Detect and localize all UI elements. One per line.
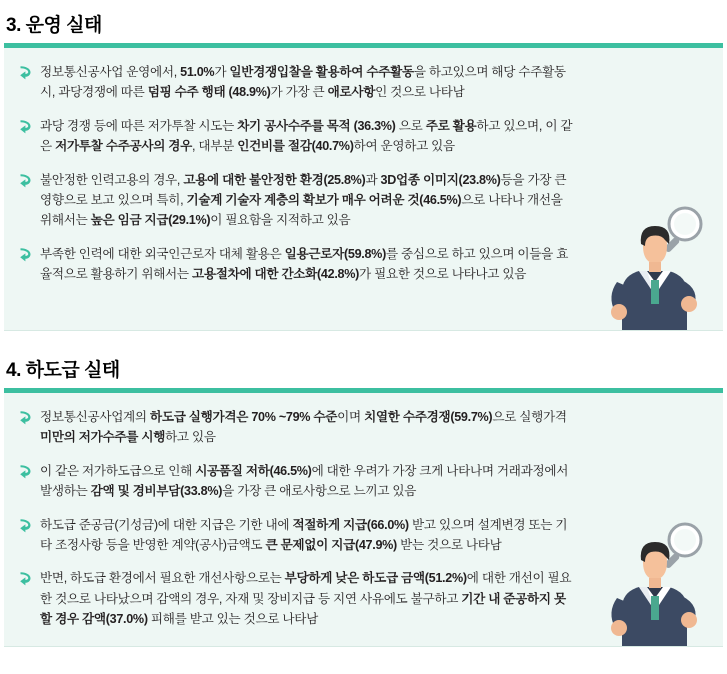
bullet-list-subcontract: [4, 393, 723, 640]
bullet-run: 이 필요함을 지적하고 있음: [210, 213, 351, 228]
bullet-run: 으로: [395, 118, 426, 133]
bullet-emphasis: 높은 임금 지급(29.1%): [90, 213, 211, 228]
section-operations: [0, 4, 727, 331]
bullet-item: [18, 568, 573, 629]
bullet-text: [40, 515, 573, 556]
bullet-emphasis: 일반경쟁입찰을 활용하여 수주활동: [229, 65, 414, 79]
bullet-item: [18, 116, 573, 157]
bullet-emphasis: 애로사항: [327, 85, 376, 100]
section-subcontract: [0, 349, 727, 647]
bullet-run: 받고 있으며 설계변경 또는 기타 조정사항 등을 반영한 계약(공사)금액도: [40, 517, 568, 552]
bullet-emphasis: 주로 활용: [425, 118, 477, 133]
bullet-item: [18, 515, 573, 556]
bullet-run: 이 같은 저가하도급으로 인해: [40, 463, 196, 478]
bullet-text: [40, 62, 573, 103]
bullet-run: 반면, 하도급 환경에서 필요한 개선사항으로는: [40, 571, 285, 586]
arrow-bullet-icon: [18, 117, 34, 135]
bullet-emphasis: 3D업종 이미지(23.8%): [380, 172, 501, 187]
bullet-run: 하도급 준공금(기성금)에 대한 지급은 기한 내에: [40, 517, 293, 532]
bullet-run: 등을 가장 큰 영향으로 보고 있으며 특히,: [40, 172, 567, 207]
bullet-run: 받는 것으로 나타남: [396, 537, 502, 552]
bullet-emphasis: 부당하게 낮은 하도급 금액(51.2%): [284, 571, 467, 586]
bullet-run: 정보통신공사업 운영에서,: [40, 65, 181, 79]
bullet-run: 을 하고있으며 해당 수주활동 시, 과당경쟁에 따른: [40, 65, 566, 100]
bullet-emphasis: 고용절차에 대한 간소화(42.8%): [191, 267, 360, 282]
bullet-run: 과당 경쟁 등에 따른 저가투찰 시도는: [40, 118, 238, 133]
bullet-emphasis: 저가투찰 수주공사의 경우: [55, 139, 192, 154]
bullet-run: 으로 실행가격: [492, 410, 567, 424]
arrow-bullet-icon: [18, 569, 34, 587]
bullet-text: [40, 170, 573, 231]
bullet-emphasis: 하도급 실행가격은 70% ~79% 수준: [150, 410, 338, 424]
arrow-bullet-icon: [18, 171, 34, 189]
section-gap: [0, 331, 727, 349]
bullet-run: 부족한 인력에 대한 외국인근로자 대체 활용은: [40, 246, 285, 261]
bullet-emphasis: 인건비를 절감(40.7%): [237, 139, 354, 154]
bullet-run: 가 필요한 것으로 나타나고 있음: [359, 267, 527, 282]
bullet-emphasis: 기술계 기술자 계층의 확보가 매우 어려운 것(46.5%): [186, 192, 462, 207]
bullet-run: 이며: [337, 410, 365, 424]
bullet-emphasis: 시공품질 저하(46.5%): [195, 463, 312, 478]
bullet-run: 하고 있으며, 이 같은: [40, 118, 573, 154]
bullet-text: [40, 244, 573, 285]
bullet-run: 정보통신공사업계의: [40, 410, 150, 424]
bullet-run: 에 대한 개선이 필요한 것으로 나타났으며 감액의 경우, 자재 및 장비지급 등 지연 사유에도 불구하고: [40, 571, 572, 606]
bullet-item: [18, 62, 573, 103]
bullet-emphasis: 고용에 대한 불안정한 환경(25.8%): [183, 172, 366, 187]
bullet-emphasis: 치열한 수주경쟁(59.7%): [364, 410, 493, 424]
section-title-operations: 3. 운영 실태: [6, 15, 102, 36]
bullet-list-operations: [4, 48, 723, 295]
arrow-bullet-icon: [18, 516, 34, 534]
bullet-emphasis: 기간 내 준공하지 못할 경우 감액(37.0%): [40, 591, 566, 627]
bullet-emphasis: 차기 공사수주를 목적 (36.3%): [237, 118, 396, 133]
bullet-run: 가: [214, 65, 230, 79]
arrow-bullet-icon: [18, 63, 34, 81]
bullet-run: 인 것으로 나타남: [375, 85, 465, 100]
bullet-text: [40, 407, 573, 448]
bullet-run: 에 대한 우려가 가장 크게 나타나며 거래과정에서 발생하는: [40, 463, 569, 499]
bullet-text: [40, 116, 573, 157]
section-panel-subcontract: [4, 393, 723, 647]
bullet-run: 불안정한 인력고용의 경우,: [40, 172, 184, 187]
bullet-run: 을 가장 큰 애로사항으로 느끼고 있음: [222, 484, 417, 499]
bullet-item: [18, 244, 573, 285]
bullet-run: 과: [365, 172, 381, 187]
bullet-run: 하고 있음: [165, 430, 216, 445]
bullet-item: [18, 461, 573, 502]
bullet-emphasis: 감액 및 경비부담(33.8%): [90, 484, 223, 499]
bullet-run: , 대부분: [192, 139, 238, 154]
arrow-bullet-icon: [18, 408, 34, 426]
bullet-run: 으로 나타나 개선을 위해서는: [40, 192, 563, 228]
bullet-emphasis: 51.0%: [180, 65, 215, 79]
bullet-emphasis: 적절하게 지급(66.0%): [292, 517, 409, 532]
bullet-text: [40, 568, 573, 629]
bullet-run: 를 중심으로 하고 있으며 이들을 효율적으로 활용하기 위해서는: [40, 246, 569, 282]
bullet-run: 피해를 받고 있는 것으로 나타남: [147, 612, 318, 627]
bullet-text: [40, 461, 573, 502]
bullet-run: 가 가장 큰: [270, 85, 328, 100]
arrow-bullet-icon: [18, 462, 34, 480]
section-title-subcontract: 4. 하도급 실태: [6, 360, 120, 381]
bullet-emphasis: 덤핑 수주 행태 (48.9%): [147, 85, 271, 100]
bullet-emphasis: 미만의 저가수주를 시행: [40, 430, 166, 445]
bullet-emphasis: 일용근로자(59.8%): [284, 246, 386, 261]
bullet-item: [18, 170, 573, 231]
bullet-emphasis: 큰 문제없이 지급(47.9%): [265, 537, 397, 552]
arrow-bullet-icon: [18, 245, 34, 263]
bullet-item: [18, 407, 573, 448]
bullet-run: 하여 운영하고 있음: [353, 139, 455, 154]
section-panel-operations: [4, 48, 723, 331]
